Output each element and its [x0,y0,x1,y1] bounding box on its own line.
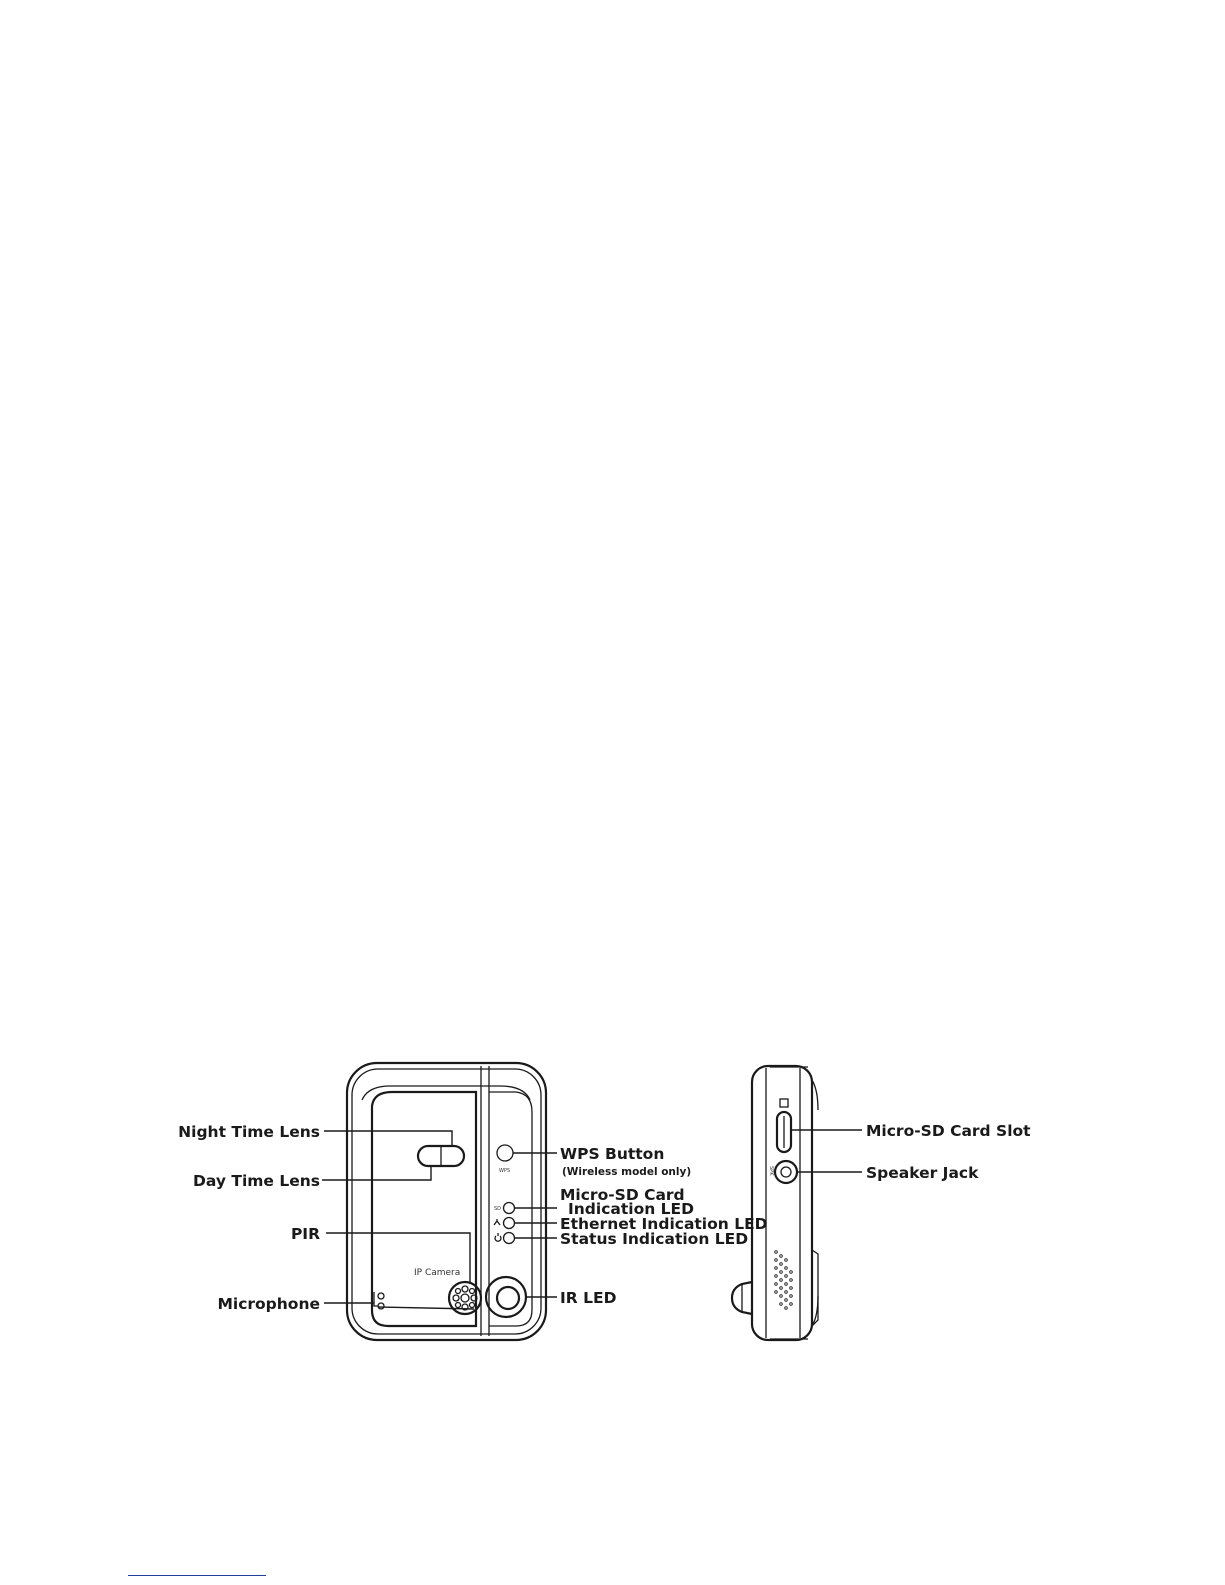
label-ir-led: IR LED [560,1289,617,1307]
leader-night-lens [324,1131,452,1146]
wps-mark: WPS [499,1168,511,1174]
footnote-separator [128,1575,266,1576]
speaker-grille-icon [775,1251,793,1310]
callout-labels [178,1122,1031,1313]
leader-day-lens [322,1166,431,1180]
camera-side-view [732,1066,818,1340]
label-night-time-lens: Night Time Lens [178,1123,320,1141]
stand-knob-icon [732,1282,752,1314]
ethernet-led-icon [494,1218,515,1229]
label-wps-note: (Wireless model only) [562,1166,692,1178]
label-ethernet-led: Ethernet Indication LED [560,1215,768,1233]
label-micro-sd-led-line2: Indication LED [568,1200,694,1218]
spk-mark: SPK [768,1166,774,1176]
label-microphone: Microphone [217,1295,320,1313]
label-micro-sd-led-line1: Micro-SD Card [560,1186,685,1204]
sd-mark: SD [494,1206,502,1212]
dual-lens-icon [418,1146,464,1166]
camera-front-view [347,1063,546,1340]
label-wps-button: WPS Button [560,1145,665,1163]
label-day-time-lens: Day Time Lens [193,1172,320,1190]
label-status-led: Status Indication LED [560,1230,749,1248]
wps-button-icon [497,1145,513,1174]
label-speaker-jack: Speaker Jack [866,1164,979,1182]
status-led-icon [495,1233,514,1244]
micro-sd-led-icon [494,1203,515,1214]
device-label: IP Camera [414,1268,461,1278]
speaker-jack-icon [768,1161,797,1183]
ir-led-icon [486,1277,526,1317]
label-micro-sd-slot: Micro-SD Card Slot [866,1122,1031,1140]
label-pir: PIR [290,1225,320,1243]
micro-sd-slot-icon [777,1099,791,1152]
